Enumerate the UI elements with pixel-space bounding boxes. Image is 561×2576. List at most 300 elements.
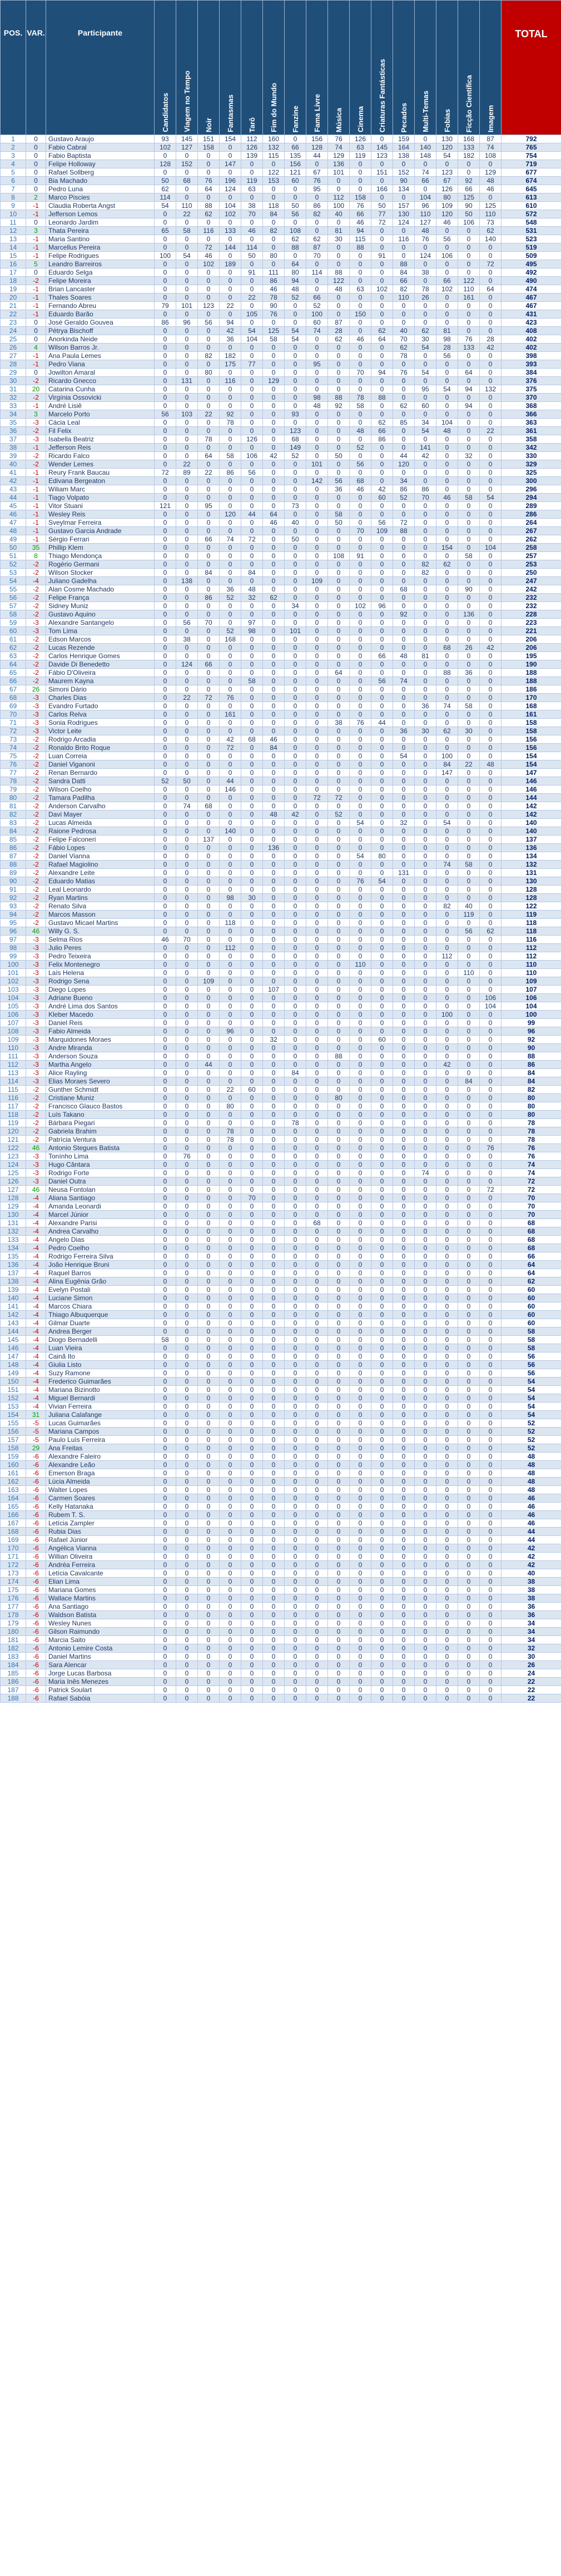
score-cell: 0 <box>198 277 220 285</box>
score-cell: 0 <box>458 444 480 452</box>
score-cell: 0 <box>176 1169 198 1177</box>
score-cell: 0 <box>263 1119 285 1127</box>
position-cell: 38 <box>1 444 26 452</box>
score-cell: 0 <box>241 694 263 702</box>
variation-cell: -4 <box>26 1219 46 1227</box>
score-cell: 0 <box>155 377 176 385</box>
score-cell: 0 <box>458 1236 480 1244</box>
table-row <box>1 1553 561 1561</box>
score-cell: 0 <box>176 1327 198 1336</box>
score-cell: 0 <box>285 460 306 469</box>
score-cell: 94 <box>350 227 371 235</box>
score-cell: 0 <box>436 1194 458 1202</box>
score-cell: 0 <box>176 1486 198 1494</box>
score-cell: 0 <box>480 585 502 594</box>
score-cell: 104 <box>220 202 241 210</box>
score-cell: 0 <box>306 894 328 902</box>
score-cell: 0 <box>285 1086 306 1094</box>
score-cell: 156 <box>306 135 328 143</box>
score-cell: 0 <box>393 710 415 719</box>
score-cell: 0 <box>241 1044 263 1052</box>
total-cell: 54 <box>502 1377 561 1386</box>
score-cell: 0 <box>220 1261 241 1269</box>
table-row <box>1 1136 561 1144</box>
variation-cell: -3 <box>26 1019 46 1027</box>
score-cell: 0 <box>220 769 241 777</box>
score-cell: 0 <box>306 369 328 377</box>
score-cell: 0 <box>328 1553 350 1561</box>
variation-cell: -2 <box>26 1086 46 1094</box>
variation-cell: -2 <box>26 869 46 877</box>
score-cell: 0 <box>458 1653 480 1661</box>
score-cell: 123 <box>285 427 306 435</box>
score-cell: 40 <box>328 210 350 218</box>
score-cell: 0 <box>285 1553 306 1561</box>
score-cell: 0 <box>328 1252 350 1261</box>
participant-name: Martha Angelo <box>46 1061 155 1069</box>
score-cell: 0 <box>155 285 176 294</box>
score-cell: 0 <box>306 444 328 452</box>
score-cell: 0 <box>176 869 198 877</box>
variation-cell: -4 <box>26 1244 46 1252</box>
variation-cell: -3 <box>26 969 46 977</box>
score-cell: 0 <box>241 1528 263 1536</box>
score-cell: 0 <box>480 877 502 886</box>
score-cell: 0 <box>155 1294 176 1302</box>
position-cell: 173 <box>1 1569 26 1578</box>
score-cell: 0 <box>306 1102 328 1111</box>
score-cell: 105 <box>241 310 263 319</box>
variation-cell: 0 <box>26 218 46 227</box>
table-row <box>1 869 561 877</box>
score-cell: 0 <box>155 1469 176 1478</box>
position-cell: 29 <box>1 369 26 377</box>
score-cell: 0 <box>458 360 480 369</box>
table-row <box>1 344 561 352</box>
score-cell: 0 <box>436 1419 458 1428</box>
score-cell: 36 <box>220 335 241 344</box>
score-cell: 0 <box>328 1011 350 1019</box>
score-cell: 0 <box>458 1336 480 1344</box>
score-cell: 42 <box>480 644 502 652</box>
table-row <box>1 1269 561 1277</box>
score-cell: 0 <box>458 1603 480 1611</box>
score-cell: 0 <box>198 944 220 952</box>
position-cell: 104 <box>1 994 26 1002</box>
score-cell: 0 <box>328 836 350 844</box>
score-cell: 0 <box>458 1611 480 1619</box>
score-cell: 0 <box>350 1302 371 1311</box>
score-cell: 0 <box>371 1211 393 1219</box>
position-cell: 43 <box>1 485 26 494</box>
table-row <box>1 1244 561 1252</box>
position-cell: 91 <box>1 886 26 894</box>
score-cell: 0 <box>371 1302 393 1311</box>
score-cell: 0 <box>393 735 415 744</box>
score-cell: 0 <box>306 694 328 702</box>
total-cell: 147 <box>502 769 561 777</box>
score-cell: 54 <box>436 152 458 160</box>
variation-cell: -3 <box>26 727 46 735</box>
table-row <box>1 1486 561 1494</box>
score-cell: 0 <box>393 1661 415 1669</box>
score-cell: 0 <box>371 1386 393 1394</box>
score-cell: 0 <box>371 1619 393 1628</box>
score-cell: 0 <box>198 544 220 552</box>
score-cell: 0 <box>285 1377 306 1386</box>
score-cell: 0 <box>285 844 306 852</box>
variation-cell: -4 <box>26 1336 46 1344</box>
header-category-label: Música <box>334 107 343 132</box>
score-cell: 0 <box>415 460 436 469</box>
score-cell: 0 <box>393 1344 415 1352</box>
score-cell: 0 <box>415 477 436 485</box>
total-cell: 86 <box>502 1061 561 1069</box>
score-cell: 0 <box>285 1461 306 1469</box>
score-cell: 0 <box>415 752 436 760</box>
total-cell: 48 <box>502 1469 561 1478</box>
total-cell: 68 <box>502 1219 561 1227</box>
variation-cell: 20 <box>26 385 46 394</box>
score-cell: 0 <box>241 936 263 944</box>
score-cell: 62 <box>371 327 393 335</box>
score-cell: 0 <box>220 760 241 769</box>
score-cell: 0 <box>263 1361 285 1369</box>
score-cell: 0 <box>436 243 458 252</box>
score-cell: 0 <box>285 1077 306 1086</box>
position-cell: 18 <box>1 277 26 285</box>
score-cell: 0 <box>241 1611 263 1619</box>
score-cell: 0 <box>176 1219 198 1227</box>
table-row <box>1 1461 561 1469</box>
position-cell: 6 <box>1 177 26 185</box>
variation-cell: -4 <box>26 1386 46 1394</box>
score-cell: 0 <box>176 1336 198 1344</box>
variation-cell: 2 <box>26 193 46 202</box>
table-row <box>1 602 561 610</box>
total-cell: 52 <box>502 1444 561 1453</box>
position-cell: 98 <box>1 944 26 952</box>
score-cell: 0 <box>176 702 198 710</box>
score-cell: 0 <box>176 1644 198 1653</box>
total-cell: 423 <box>502 319 561 327</box>
participant-name: Sidney Muniz <box>46 602 155 610</box>
score-cell: 0 <box>220 886 241 894</box>
score-cell: 0 <box>285 1419 306 1428</box>
score-cell: 0 <box>198 1236 220 1244</box>
score-cell: 0 <box>306 519 328 527</box>
total-cell: 206 <box>502 644 561 652</box>
variation-cell: -6 <box>26 1661 46 1669</box>
table-row <box>1 1561 561 1569</box>
score-cell: 112 <box>436 952 458 961</box>
score-cell: 0 <box>458 1619 480 1628</box>
score-cell: 63 <box>241 185 263 193</box>
participant-name: Marquidones Moraes <box>46 1036 155 1044</box>
score-cell: 0 <box>393 936 415 944</box>
score-cell: 77 <box>241 360 263 369</box>
table-row <box>1 1594 561 1603</box>
score-cell: 0 <box>393 469 415 477</box>
score-cell: 0 <box>306 744 328 752</box>
score-cell: 0 <box>155 552 176 560</box>
score-cell: 0 <box>458 1202 480 1211</box>
score-cell: 0 <box>263 1369 285 1377</box>
position-cell: 154 <box>1 1411 26 1419</box>
score-cell: 0 <box>415 1144 436 1152</box>
score-cell: 0 <box>328 652 350 660</box>
score-cell: 0 <box>285 319 306 327</box>
score-cell: 0 <box>220 1419 241 1428</box>
table-row <box>1 961 561 969</box>
score-cell: 0 <box>198 1277 220 1286</box>
score-cell: 0 <box>220 485 241 494</box>
table-row <box>1 1519 561 1528</box>
total-cell: 48 <box>502 1461 561 1469</box>
score-cell: 0 <box>263 1319 285 1327</box>
score-cell: 0 <box>198 560 220 569</box>
score-cell: 0 <box>241 1669 263 1678</box>
score-cell: 87 <box>328 319 350 327</box>
score-cell: 0 <box>155 1252 176 1261</box>
score-cell: 0 <box>263 1327 285 1336</box>
score-cell: 0 <box>415 1369 436 1377</box>
score-cell: 0 <box>328 1236 350 1244</box>
participant-name: Sérgio Ferrari <box>46 535 155 544</box>
score-cell: 0 <box>393 1411 415 1419</box>
score-cell: 0 <box>155 886 176 894</box>
score-cell: 0 <box>155 619 176 627</box>
score-cell: 0 <box>393 1311 415 1319</box>
score-cell: 36 <box>220 585 241 594</box>
score-cell: 81 <box>415 652 436 660</box>
participant-name: Maria Inês Menezes <box>46 1678 155 1686</box>
score-cell: 131 <box>393 869 415 877</box>
score-cell: 106 <box>436 252 458 260</box>
score-cell: 0 <box>220 969 241 977</box>
table-row <box>1 1077 561 1086</box>
score-cell: 0 <box>241 1061 263 1069</box>
participant-name: Letícia Cavalcante <box>46 1569 155 1578</box>
score-cell: 0 <box>415 1194 436 1202</box>
score-cell: 0 <box>458 894 480 902</box>
score-cell: 0 <box>350 1603 371 1611</box>
score-cell: 0 <box>198 1194 220 1202</box>
score-cell: 0 <box>480 1361 502 1369</box>
score-cell: 0 <box>371 1219 393 1227</box>
score-cell: 88 <box>198 202 220 210</box>
total-cell: 44 <box>502 1536 561 1544</box>
score-cell: 0 <box>350 435 371 444</box>
score-cell: 0 <box>371 694 393 702</box>
score-cell: 0 <box>155 594 176 602</box>
score-cell: 58 <box>328 510 350 519</box>
score-cell: 0 <box>436 1561 458 1569</box>
score-cell: 0 <box>176 969 198 977</box>
score-cell: 0 <box>480 435 502 444</box>
score-cell: 0 <box>198 1669 220 1678</box>
score-cell: 0 <box>263 1352 285 1361</box>
score-cell: 67 <box>436 177 458 185</box>
score-cell: 0 <box>393 435 415 444</box>
table-row <box>1 1219 561 1227</box>
variation-cell: -2 <box>26 886 46 894</box>
score-cell: 0 <box>155 1136 176 1144</box>
score-cell: 40 <box>393 327 415 335</box>
score-cell: 0 <box>220 794 241 802</box>
score-cell: 0 <box>220 1152 241 1161</box>
participant-name: Maurem Kayna <box>46 677 155 685</box>
score-cell: 0 <box>393 1603 415 1611</box>
score-cell: 0 <box>415 1578 436 1586</box>
position-cell: 5 <box>1 168 26 177</box>
score-cell: 0 <box>458 994 480 1002</box>
score-cell: 0 <box>198 810 220 819</box>
position-cell: 3 <box>1 152 26 160</box>
score-cell: 0 <box>176 335 198 344</box>
variation-cell: -2 <box>26 377 46 385</box>
score-cell: 0 <box>241 1144 263 1152</box>
score-cell: 0 <box>480 1619 502 1628</box>
score-cell: 0 <box>328 1628 350 1636</box>
score-cell: 50 <box>241 252 263 260</box>
table-row <box>1 185 561 193</box>
variation-cell: -2 <box>26 760 46 769</box>
score-cell: 0 <box>480 1011 502 1019</box>
score-cell: 0 <box>480 1686 502 1694</box>
score-cell: 133 <box>220 227 241 235</box>
score-cell: 0 <box>263 1177 285 1186</box>
score-cell: 0 <box>176 535 198 544</box>
table-row <box>1 552 561 560</box>
score-cell: 110 <box>458 969 480 977</box>
score-cell: 0 <box>350 1528 371 1536</box>
score-cell: 0 <box>155 969 176 977</box>
table-row <box>1 294 561 302</box>
score-cell: 121 <box>155 502 176 510</box>
total-cell: 765 <box>502 143 561 152</box>
table-row <box>1 1686 561 1694</box>
score-cell: 0 <box>198 710 220 719</box>
score-cell: 119 <box>350 152 371 160</box>
position-cell: 127 <box>1 1186 26 1194</box>
score-cell: 0 <box>350 911 371 919</box>
score-cell: 0 <box>480 1436 502 1444</box>
score-cell: 0 <box>371 344 393 352</box>
variation-cell: -3 <box>26 719 46 727</box>
score-cell: 0 <box>371 1119 393 1127</box>
score-cell: 72 <box>155 469 176 477</box>
score-cell: 66 <box>371 652 393 660</box>
score-cell: 0 <box>285 1469 306 1478</box>
score-cell: 0 <box>306 1202 328 1211</box>
score-cell: 0 <box>176 652 198 660</box>
position-cell: 73 <box>1 735 26 744</box>
score-cell: 0 <box>220 1344 241 1352</box>
variation-cell: 0 <box>26 152 46 160</box>
score-cell: 0 <box>263 1644 285 1653</box>
participant-name: Thata Pereira <box>46 227 155 235</box>
score-cell: 46 <box>350 485 371 494</box>
variation-cell: -2 <box>26 585 46 594</box>
score-cell: 22 <box>176 460 198 469</box>
score-cell: 0 <box>371 927 393 936</box>
variation-cell: -6 <box>26 1478 46 1486</box>
score-cell: 0 <box>155 294 176 302</box>
score-cell: 0 <box>155 1544 176 1553</box>
score-cell: 84 <box>198 569 220 577</box>
score-cell: 0 <box>306 193 328 202</box>
participant-name: Ronaldo Brito Roque <box>46 744 155 752</box>
position-cell: 101 <box>1 969 26 977</box>
score-cell: 0 <box>241 769 263 777</box>
position-cell: 126 <box>1 1177 26 1186</box>
participant-name: Wesley Reis <box>46 510 155 519</box>
variation-cell: -3 <box>26 952 46 961</box>
position-cell: 68 <box>1 694 26 702</box>
score-cell: 60 <box>285 177 306 185</box>
variation-cell: -2 <box>26 652 46 660</box>
variation-cell: -4 <box>26 1277 46 1286</box>
table-row <box>1 1144 561 1152</box>
total-cell: 300 <box>502 477 561 485</box>
table-row <box>1 1344 561 1352</box>
score-cell: 0 <box>285 1027 306 1036</box>
total-cell: 610 <box>502 202 561 210</box>
score-cell: 76 <box>328 135 350 143</box>
score-cell: 0 <box>436 969 458 977</box>
score-cell: 0 <box>198 1386 220 1394</box>
header-category-label: Tarô <box>247 117 256 132</box>
score-cell: 136 <box>263 844 285 852</box>
score-cell: 0 <box>458 1019 480 1027</box>
score-cell: 0 <box>241 1644 263 1653</box>
score-cell: 0 <box>241 744 263 752</box>
score-cell: 0 <box>220 1503 241 1511</box>
table-row <box>1 1661 561 1669</box>
total-cell: 38 <box>502 1578 561 1586</box>
score-cell: 0 <box>263 1636 285 1644</box>
score-cell: 0 <box>328 1044 350 1052</box>
score-cell: 0 <box>155 752 176 760</box>
score-cell: 0 <box>285 852 306 861</box>
score-cell: 0 <box>371 1486 393 1494</box>
score-cell: 0 <box>285 836 306 844</box>
score-cell: 0 <box>328 802 350 810</box>
table-row <box>1 1152 561 1161</box>
score-cell: 0 <box>393 760 415 769</box>
score-cell: 0 <box>393 1144 415 1152</box>
score-cell: 62 <box>263 594 285 602</box>
score-cell: 0 <box>241 1336 263 1344</box>
score-cell: 0 <box>415 277 436 285</box>
score-cell: 64 <box>285 260 306 268</box>
score-cell: 0 <box>458 569 480 577</box>
score-cell: 0 <box>155 1444 176 1453</box>
participant-name: Rafael Sabóia <box>46 1694 155 1703</box>
score-cell: 60 <box>415 402 436 410</box>
score-cell: 64 <box>371 335 393 344</box>
score-cell: 0 <box>220 1636 241 1644</box>
score-cell: 0 <box>393 635 415 644</box>
participant-name: Wender Lemes <box>46 460 155 469</box>
table-row <box>1 694 561 702</box>
score-cell: 0 <box>263 527 285 535</box>
score-cell: 0 <box>480 727 502 735</box>
participant-name: Ryan Martins <box>46 894 155 902</box>
score-cell: 0 <box>285 1628 306 1636</box>
score-cell: 0 <box>415 610 436 619</box>
